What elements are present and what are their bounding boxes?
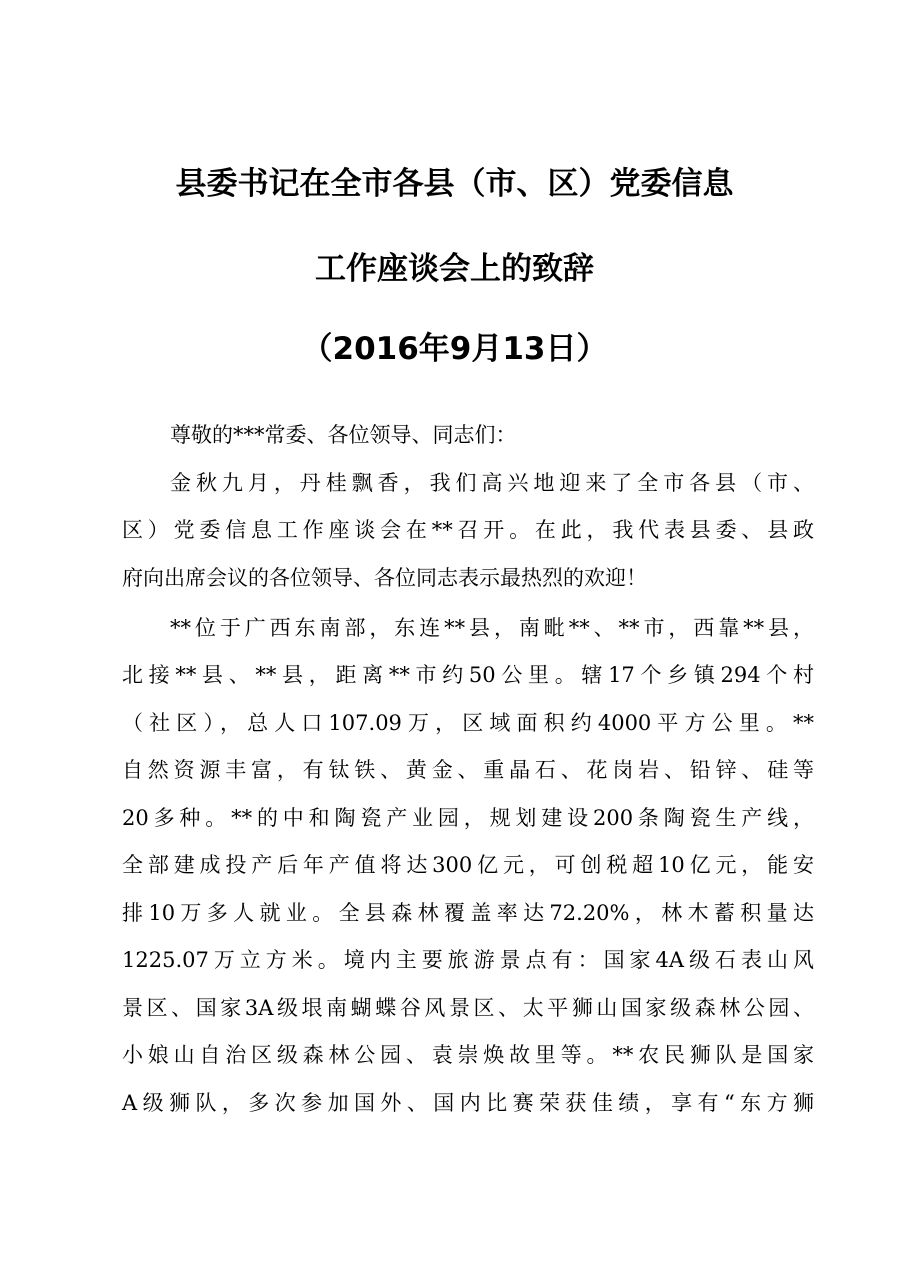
paragraph-2-line: 排10万多人就业。全县森林覆盖率达72.20%，林木蓄积量达 — [122, 901, 814, 925]
paragraph-2-line: 小娘山自治区级森林公园、袁崇焕故里等。**农民狮队是国家 — [122, 1043, 814, 1067]
document-title-line-2: 工作座谈会上的致辞 — [315, 251, 594, 287]
paragraph-1-line: 区）党委信息工作座谈会在**召开。在此，我代表县委、县政 — [122, 518, 814, 542]
paragraph-2-line: 自然资源丰富，有钛铁、黄金、重晶石、花岗岩、铅锌、硅等 — [122, 758, 814, 782]
paragraph-2-line: （社区），总人口107.09万，区域面积约4000平方公里。** — [122, 711, 814, 735]
paragraph-2-line: **位于广西东南部，东连**县，南毗**、**市，西靠**县， — [170, 616, 814, 640]
document-title-line-1: 县委书记在全市各县（市、区）党委信息 — [175, 166, 734, 202]
paragraph-2-line: 北接**县、**县，距离**市约50公里。辖17个乡镇294个村 — [122, 663, 814, 687]
paragraph-2-line: 景区、国家3A级垠南蝴蝶谷风景区、太平狮山国家级森林公园、 — [122, 996, 814, 1020]
paragraph-1-line: 金秋九月，丹桂飘香，我们高兴地迎来了全市各县（市、 — [170, 471, 814, 495]
paragraph-2-line: A级狮队，多次参加国外、国内比赛荣获佳绩，享有“东方狮 — [122, 1091, 814, 1115]
paragraph-2-line: 全部建成投产后年产值将达300亿元，可创税超10亿元，能安 — [122, 853, 814, 877]
document-date: （2016年9月13日） — [301, 331, 608, 367]
salutation: 尊敬的***常委、各位领导、同志们： — [170, 423, 517, 447]
paragraph-1-line: 府向出席会议的各位领导、各位同志表示最热烈的欢迎！ — [122, 566, 647, 590]
paragraph-2-line: 1225.07万立方米。境内主要旅游景点有：国家4A级石表山风 — [122, 948, 814, 972]
paragraph-2-line: 20多种。**的中和陶瓷产业园，规划建设200条陶瓷生产线， — [122, 806, 814, 830]
